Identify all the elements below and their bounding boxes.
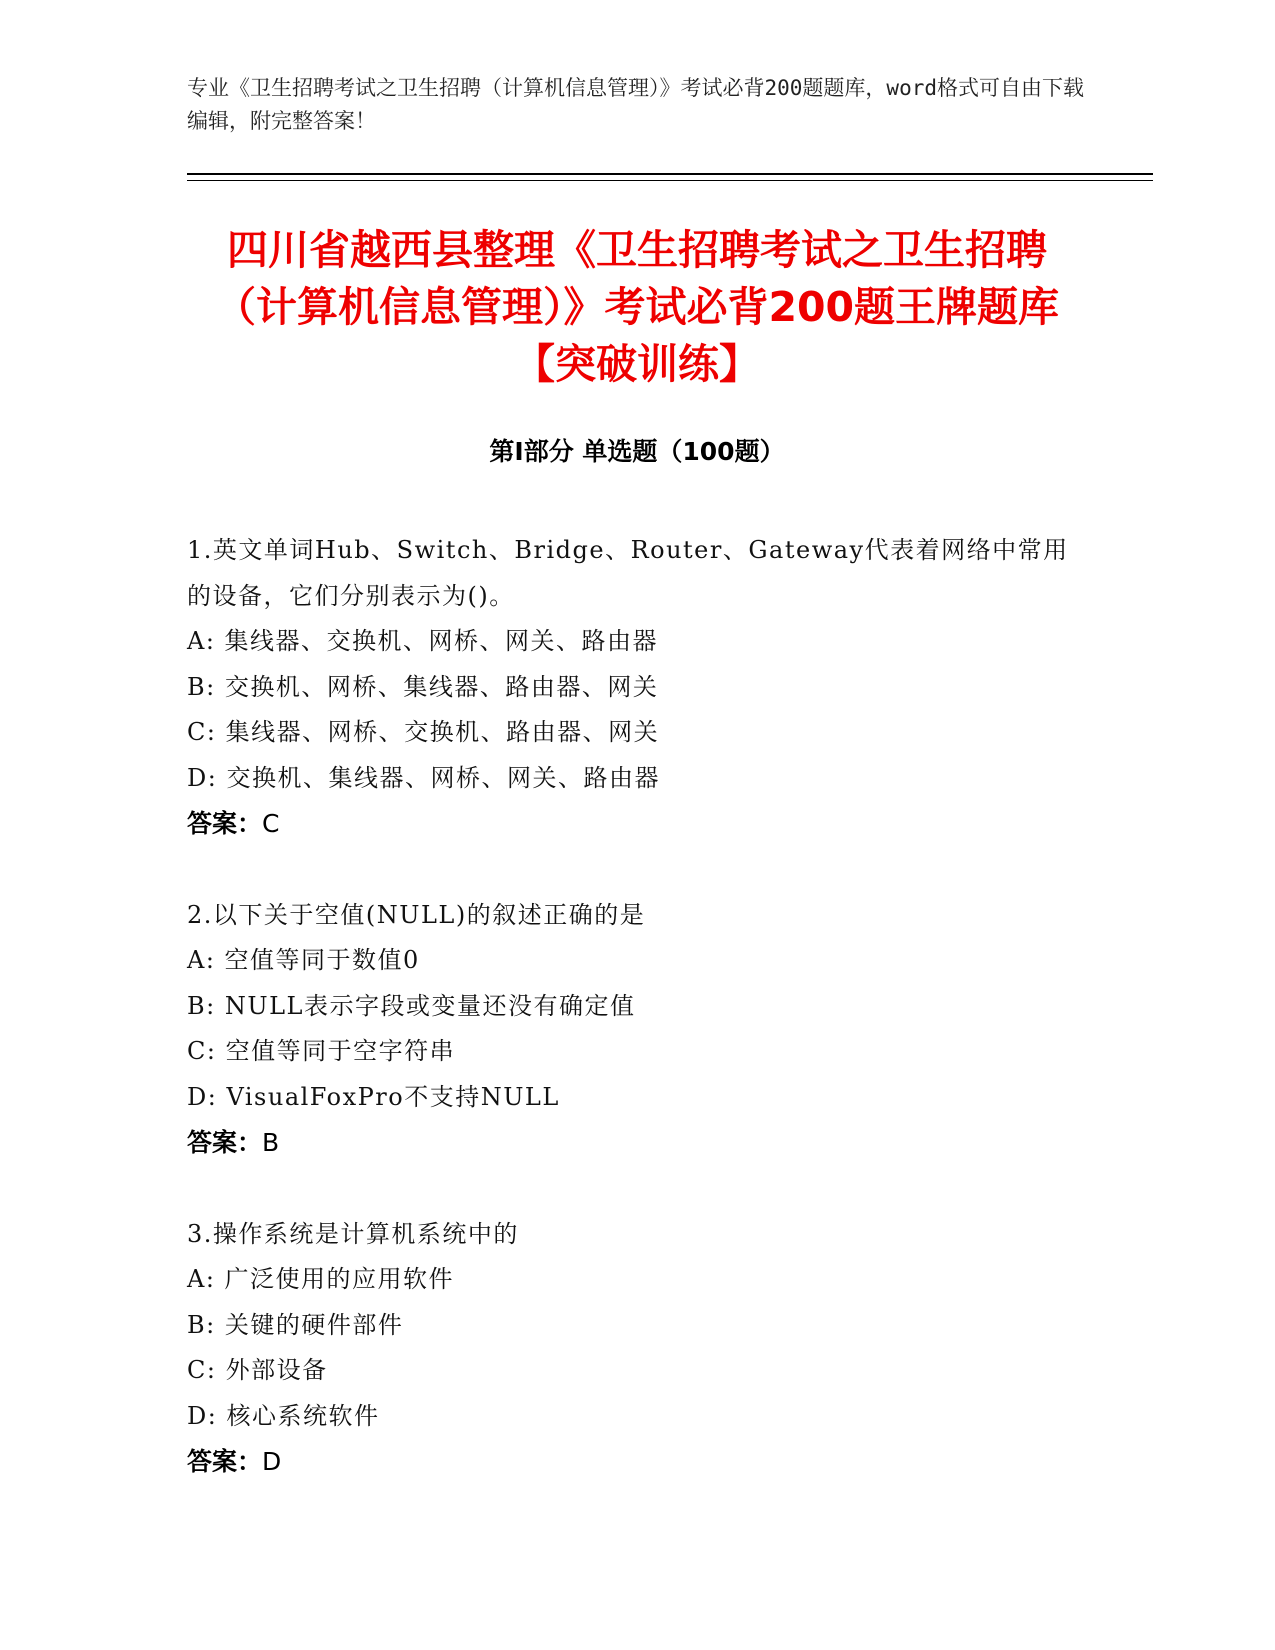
option-c: C: 集线器、网桥、交换机、路由器、网关	[187, 718, 660, 746]
answer-value: D	[262, 1447, 282, 1476]
header-rule-thick	[187, 173, 1153, 175]
answer-label: 答案：	[187, 1447, 263, 1476]
option-a: A: 集线器、交换机、网桥、网关、路由器	[187, 627, 659, 655]
option-b: B: NULL表示字段或变量还没有确定值	[187, 991, 636, 1020]
answer-line	[187, 801, 1087, 847]
option-c: C: 外部设备	[187, 1356, 328, 1384]
answer-line	[187, 1120, 1087, 1166]
section-title: 第Ⅰ部分 单选题（100题）	[489, 437, 785, 466]
option-c: C: 空值等同于空字符串	[187, 1037, 456, 1065]
option-a: A: 广泛使用的应用软件	[187, 1265, 455, 1293]
question-text: 3.操作系统是计算机系统中的	[187, 1219, 519, 1248]
question-3	[187, 1212, 1087, 1485]
option-a: A: 空值等同于数值0	[187, 946, 420, 974]
answer-label: 答案：	[187, 1128, 263, 1157]
option-d: D: 核心系统软件	[187, 1401, 380, 1430]
answer-value: B	[262, 1128, 280, 1157]
question-2	[187, 893, 1087, 1166]
document-title: 四川省越西县整理《卫生招聘考试之卫生招聘（计算机信息管理）》考试必背200题王牌题库【突破训练】	[214, 226, 1060, 388]
header-note: 专业《卫生招聘考试之卫生招聘（计算机信息管理）》考试必背200题题库，word格式可自由下载编辑，附完整答案！	[187, 76, 1084, 133]
option-d: D: 交换机、集线器、网桥、网关、路由器	[187, 763, 660, 792]
answer-value: C	[262, 809, 280, 838]
option-b: B: 关键的硬件部件	[187, 1310, 404, 1339]
answer-label: 答案：	[187, 809, 263, 838]
option-d: D: VisualFoxPro不支持NULL	[187, 1082, 560, 1111]
question-1	[187, 528, 1087, 847]
question-text: 1.英文单词Hub、Switch、Bridge、Router、Gateway代表着网络中常用的设备，它们分别表示为()。	[187, 536, 1069, 610]
header-rule-thin	[187, 180, 1153, 181]
question-text: 2.以下关于空值(NULL)的叙述正确的是	[187, 900, 646, 929]
option-b: B: 交换机、网桥、集线器、路由器、网关	[187, 672, 659, 701]
question-list	[187, 528, 1087, 1531]
answer-line	[187, 1439, 1087, 1485]
